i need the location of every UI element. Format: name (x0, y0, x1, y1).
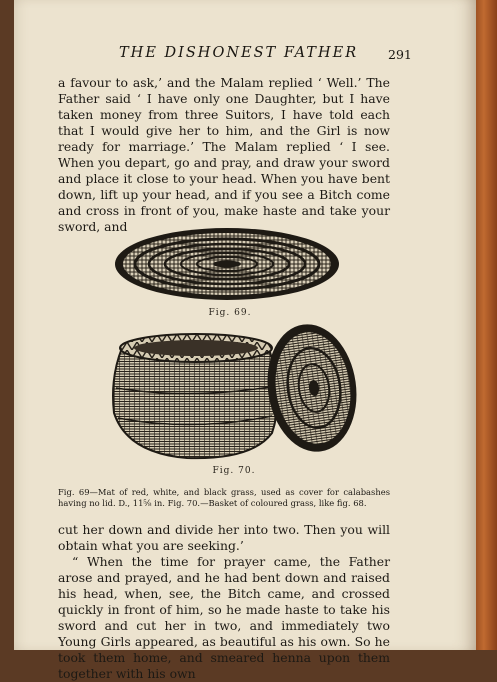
book-spine-edge (475, 0, 497, 650)
page-header (14, 45, 476, 65)
figure-caption: Fig. 69—Mat of red, white, and black grass, used as cover for calabashes having no lid. D., 11⅝ in. Fig. 70.—Basket of coloured grass, like fig. 68. (58, 487, 390, 508)
paragraph-next: “ When the time for prayer came, the Father arose and prayed, and he had bent down and raised his head, when, see, the Bitch came, and crossed quickly in front of him, so he made haste to take his sword and cut her in two, and immediately two Young Girls appeared, as beautiful as his own. So he took them home, and smeared henna upon them together with his own (58, 554, 390, 681)
basket-illustration (92, 318, 362, 463)
body-text-top: a favour to ask,’ and the Malam replied ‘ Well.’ The Father said ‘ I have only one Daughter, but I have taken money from three Suitors, I have told each that I would give her to him, and the Girl is now ready for marriage.’ The Malam replied ‘ I see. When you depart, go and pray, and draw your sword and place it close to your head. When you have bent down, lift up your head, and if you see a Bitch come and cross in front of you, make haste and take your sword, and (58, 75, 390, 234)
running-title: THE DISHONEST FATHER (119, 45, 359, 61)
book-page (14, 0, 476, 681)
fig-69-label: Fig. 69. (208, 308, 252, 318)
body-text-bottom (58, 522, 390, 682)
mat-illustration (112, 222, 342, 304)
page-number: 291 (388, 47, 412, 62)
paragraph-end: cut her down and divide her into two. Then you will obtain what you are seeking.’ (58, 522, 390, 553)
fig-70-label: Fig. 70. (212, 466, 256, 476)
